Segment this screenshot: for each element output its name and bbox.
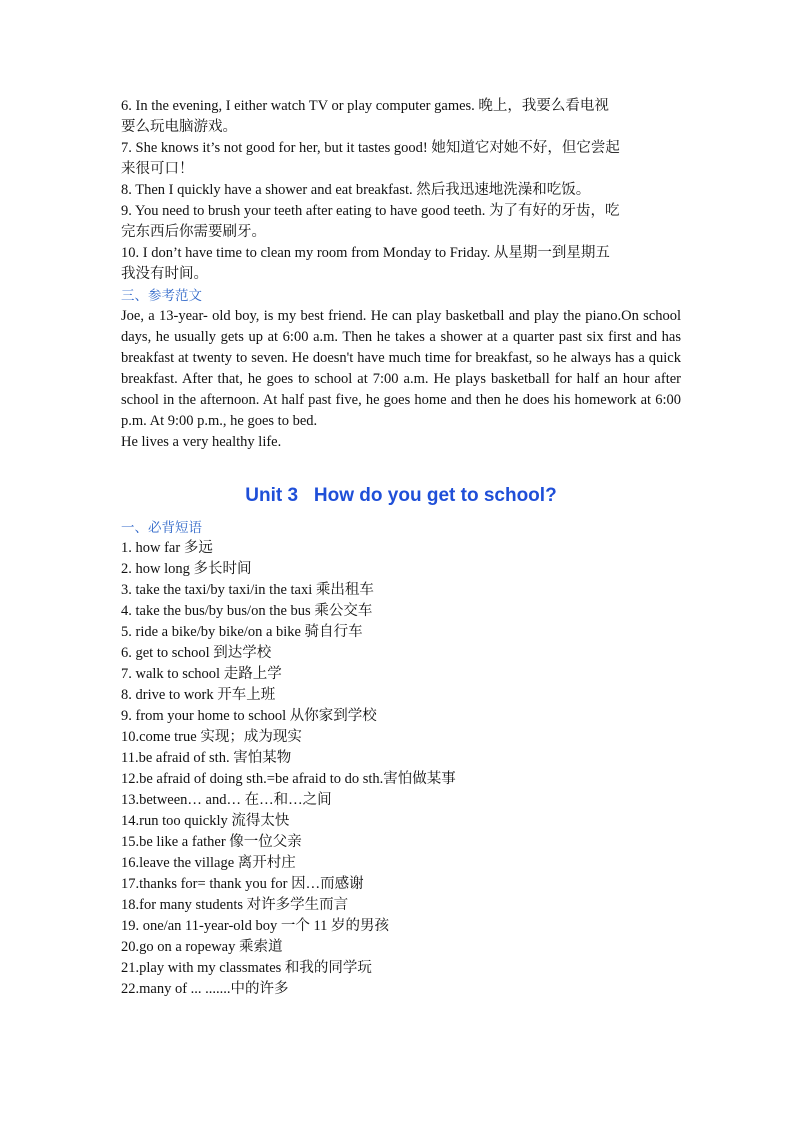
sentence-item-7 — [121, 138, 681, 180]
text-line: 6. In the evening, I either watch TV or play computer games. 晚上，我要么看电视 — [121, 98, 609, 114]
text-line: 要么玩电脑游戏。 — [121, 119, 237, 135]
text-line: 9. You need to brush your teeth after eating to have good teeth. 为了有好的牙齿，吃 — [121, 203, 620, 219]
phrase-item: 2. how long 多长时间 — [121, 561, 252, 577]
phrase-item: 11.be afraid of sth. 害怕某物 — [121, 750, 292, 766]
sentence-item-8 — [121, 180, 681, 201]
phrase-item: 13.between… and… 在…和…之间 — [121, 792, 332, 808]
text-line: 10. I don’t have time to clean my room from Monday to Friday. 从星期一到星期五 — [121, 245, 610, 261]
text-line: 完东西后你需要刷牙。 — [121, 224, 266, 240]
phrase-item: 17.thanks for= thank you for 因…而感谢 — [121, 876, 364, 892]
phrase-item: 10.come true 实现；成为现实 — [121, 729, 302, 745]
page-content — [121, 96, 681, 1000]
unit-title: Unit 3 How do you get to school? — [245, 485, 557, 506]
section-heading-phrases: 一、必背短语 — [121, 520, 202, 535]
phrase-item: 18.for many students 对许多学生而言 — [121, 897, 349, 913]
section-heading-sample-essay: 三、参考范文 — [121, 288, 202, 303]
text-line: 8. Then I quickly have a shower and eat breakfast. 然后我迅速地洗澡和吃饭。 — [121, 182, 591, 198]
essay-paragraph: Joe, a 13-year- old boy, is my best friend. He can play basketball and play the piano.On school days, he usually gets up at 6:00 a.m. Then he takes a shower at a quarter past six first and has breakfast at twenty to seven. He doesn't have much time for breakfast, so he always has a quick breakfast. After that, he goes to school at 7:00 a.m. He plays basketball for half an hour after school in the afternoon. At half past five, he goes home and then he does his homework at 6:00 p.m. At 9:00 p.m., he goes to bed. — [121, 308, 681, 429]
phrase-item: 6. get to school 到达学校 — [121, 645, 272, 661]
phrase-item: 7. walk to school 走路上学 — [121, 666, 282, 682]
essay-closing-line: He lives a very healthy life. — [121, 434, 282, 450]
phrase-item: 3. take the taxi/by taxi/in the taxi 乘出租车 — [121, 582, 374, 598]
phrase-item: 16.leave the village 离开村庄 — [121, 855, 296, 871]
text-line: 7. She knows it’s not good for her, but it tastes good! 她知道它对她不好，但它尝起 — [121, 140, 620, 156]
phrase-item: 22.many of ... .......中的许多 — [121, 981, 289, 997]
sentence-item-10 — [121, 243, 681, 285]
phrase-item: 8. drive to work 开车上班 — [121, 687, 276, 703]
phrase-item: 12.be afraid of doing sth.=be afraid to do sth.害怕做某事 — [121, 771, 456, 787]
phrase-item: 14.run too quickly 流得太快 — [121, 813, 290, 829]
phrase-item: 1. how far 多远 — [121, 540, 213, 556]
phrase-item: 19. one/an 11-year-old boy 一个 11 岁的男孩 — [121, 918, 390, 934]
phrase-item: 20.go on a ropeway 乘索道 — [121, 939, 283, 955]
phrase-item: 21.play with my classmates 和我的同学玩 — [121, 960, 372, 976]
phrase-list — [121, 538, 681, 1000]
text-line: 来很可口！ — [121, 161, 194, 177]
phrase-item: 9. from your home to school 从你家到学校 — [121, 708, 377, 724]
phrase-item: 4. take the bus/by bus/on the bus 乘公交车 — [121, 603, 373, 619]
sentence-item-9 — [121, 201, 681, 243]
sentence-item-6 — [121, 96, 681, 138]
phrase-item: 15.be like a father 像一位父亲 — [121, 834, 302, 850]
text-line: 我没有时间。 — [121, 266, 208, 282]
phrase-item: 5. ride a bike/by bike/on a bike 骑自行车 — [121, 624, 363, 640]
